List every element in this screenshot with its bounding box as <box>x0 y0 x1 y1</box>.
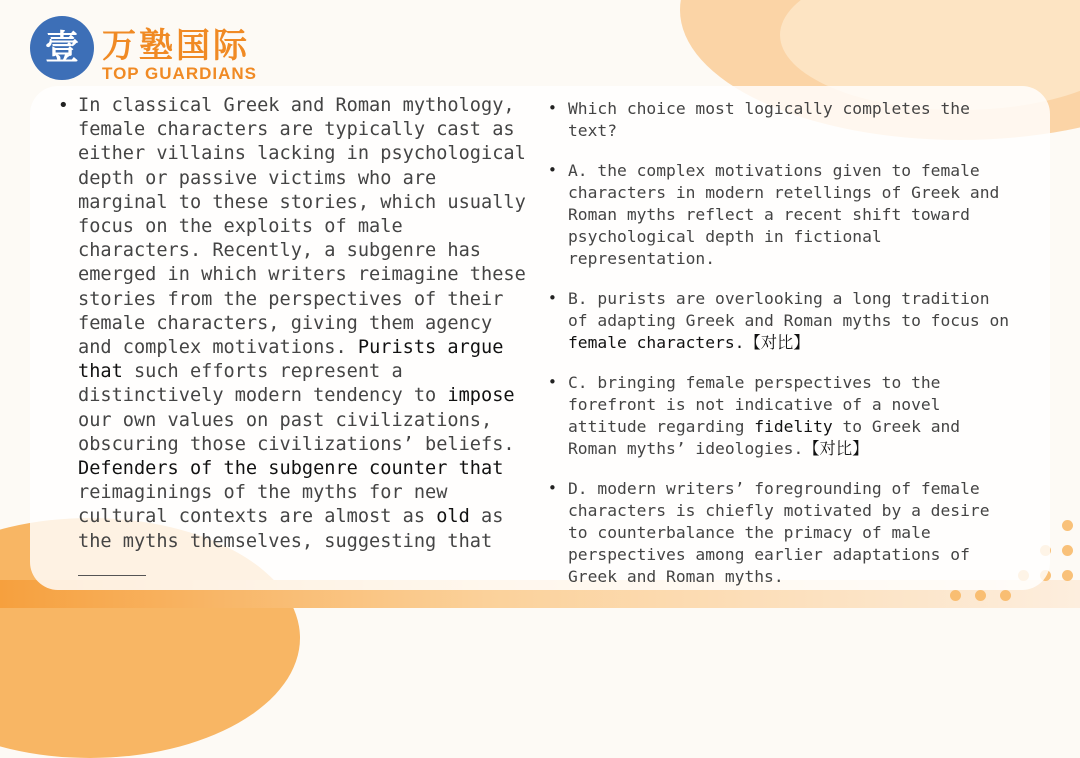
logo-name-cn: 万塾国际 <box>102 26 250 66</box>
passage-text-1: In classical Greek and Roman mythology, female characters are typically cast as either villains lacking in psychological depth or passive victims who are marginal to these stories, which usually focus on the exploits of male characters. Recently, a subgenre has emerged in which writers reimagine these stories from the perspectives of their female characters, giving them agency and complex motivations. <box>78 95 526 359</box>
option-c-highlight: fidelity <box>754 417 833 436</box>
question-prompt-text: Which choice most logically completes the text? <box>568 99 970 140</box>
bullet-icon: • <box>548 99 557 117</box>
answer-blank-line <box>78 575 146 576</box>
question-column <box>548 98 1016 606</box>
option-b-highlight: female characters. <box>568 333 745 352</box>
passage-text-2: such efforts represent a distinctively modern tendency to <box>78 361 448 407</box>
option-c <box>548 372 1016 460</box>
option-c-text-2: to Greek and Roman myths’ ideologies. <box>568 417 961 458</box>
option-d-text: D. modern writers’ foregrounding of female characters is chiefly motivated by a desire to counterbalance the primacy of male perspectives among earlier adaptations of Greek and Roman myths. <box>568 479 990 586</box>
bullet-icon: • <box>548 479 557 497</box>
bullet-icon: • <box>548 373 557 391</box>
passage-paragraph <box>58 94 528 554</box>
logo-name-en: TOP GUARDIANS <box>102 64 258 83</box>
passage-highlight-defenders: Defenders of the subgenre counter that <box>78 458 504 480</box>
bullet-icon: • <box>58 95 69 116</box>
option-a-text: A. the complex motivations given to female characters in modern retellings of Greek and Roman myths reflect a recent shift toward psychological depth in fictional representation. <box>568 161 1000 268</box>
passage-text-4: reimaginings of the myths for new cultural contexts are almost as <box>78 482 448 528</box>
question-prompt <box>548 98 1016 142</box>
logo-badge-icon: 壹 <box>30 16 94 80</box>
passage-text-5: as the myths themselves, suggesting that <box>78 506 504 552</box>
option-b-note: 【对比】 <box>744 333 810 352</box>
option-c-note: 【对比】 <box>803 439 869 458</box>
passage-highlight-purists: Purists argue that <box>78 337 504 383</box>
option-d <box>548 478 1016 588</box>
option-b-text: B. purists are overlooking a long tradition of adapting Greek and Roman myths to focus on <box>568 289 1010 330</box>
option-b <box>548 288 1016 354</box>
option-c-text: C. bringing female perspectives to the forefront is not indicative of a novel attitude regarding <box>568 373 941 436</box>
passage-text-3: our own values on past civilizations, obscuring those civilizations’ beliefs. <box>78 409 515 455</box>
bullet-icon: • <box>548 289 557 307</box>
passage-column <box>58 94 528 554</box>
passage-highlight-impose: impose <box>447 385 515 407</box>
bullet-icon: • <box>548 161 557 179</box>
option-a <box>548 160 1016 270</box>
passage-highlight-old: old <box>436 506 470 528</box>
